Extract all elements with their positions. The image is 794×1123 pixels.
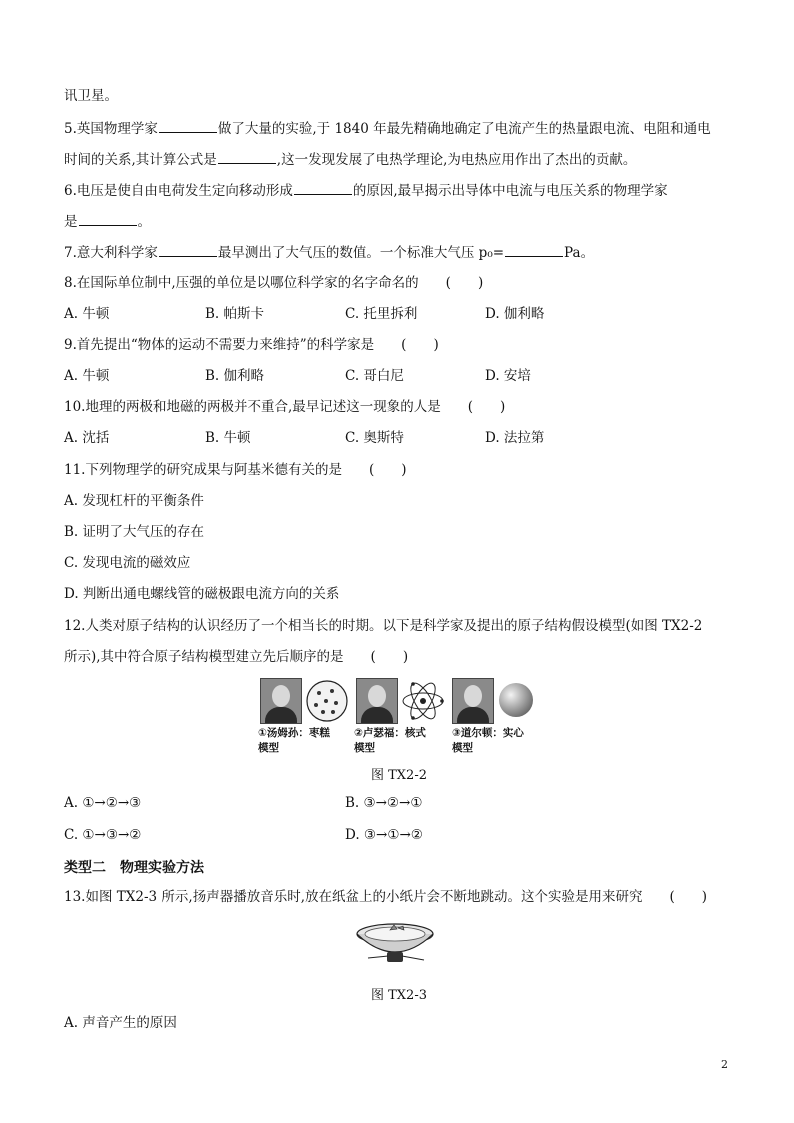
question-12-line-1: 12.人类对原子结构的认识经历了一个相当长的时期。以下是科学家及提出的原子结构假设模型(如图 TX2-2	[64, 618, 703, 634]
model-label-line: ③道尔顿：实心	[452, 727, 524, 739]
answer-blank[interactable]	[218, 150, 276, 164]
option-a[interactable]: A. 牛顿	[64, 306, 110, 322]
section-heading: 类型二 物理实验方法	[64, 860, 204, 876]
thomson-portrait	[260, 678, 302, 724]
question-7	[64, 243, 594, 262]
answer-blank[interactable]	[505, 243, 563, 257]
solid-sphere-model-icon	[496, 678, 536, 724]
question-6-line-2	[64, 212, 151, 231]
question-10: 10.地理的两极和地磁的两极并不重合,最早记述这一现象的人是 ( )	[64, 399, 506, 415]
option-a[interactable]: A. 沈括	[64, 430, 110, 446]
model-label-line: 模型	[258, 742, 279, 754]
text-fragment: 做了大量的实验,于 1840 年最先精确地确定了电流产生的热量跟电流、电阻和通电	[217, 121, 711, 137]
option-a[interactable]: A. ①→②→③	[64, 795, 142, 811]
option-b[interactable]: B. 证明了大气压的存在	[64, 524, 205, 540]
option-c[interactable]: C. 发现电流的磁效应	[64, 555, 191, 571]
figure-tx2-2	[258, 676, 538, 756]
text-line: 讯卫星。	[64, 88, 118, 104]
option-d[interactable]: D. 法拉第	[485, 430, 545, 446]
option-d[interactable]: D. 安培	[485, 368, 531, 384]
option-c[interactable]: C. ①→③→②	[64, 827, 142, 843]
plum-pudding-model-icon	[304, 678, 350, 724]
option-c[interactable]: C. 奥斯特	[345, 430, 404, 446]
answer-blank[interactable]	[79, 212, 137, 226]
text-fragment: 的原因,最早揭示出导体中电流与电压关系的物理学家	[352, 183, 668, 199]
model-label-line: ②卢瑟福：核式	[354, 727, 426, 739]
option-b[interactable]: B. 帕斯卡	[205, 306, 265, 322]
model-label	[354, 726, 426, 756]
text-fragment: 6.电压是使自由电荷发生定向移动形成	[64, 183, 293, 199]
question-13: 13.如图 TX2-3 所示,扬声器播放音乐时,放在纸盆上的小纸片会不断地跳动。这个实验是用来研究 ( )	[64, 889, 708, 905]
figure-caption: 图 TX2-2	[371, 768, 427, 783]
question-8: 8.在国际单位制中,压强的单位是以哪位科学家的名字命名的 ( )	[64, 275, 484, 291]
text-fragment: 是	[64, 214, 78, 230]
option-b[interactable]: B. ③→②→①	[345, 795, 423, 811]
option-d[interactable]: D. 判断出通电螺线管的磁极跟电流方向的关系	[64, 586, 340, 602]
text-fragment: 最早测出了大气压的数值。一个标准大气压 p₀=	[217, 245, 505, 261]
figure-caption: 图 TX2-3	[371, 988, 427, 1003]
question-12-line-2: 所示),其中符合原子结构模型建立先后顺序的是 ( )	[64, 649, 409, 665]
option-a[interactable]: A. 牛顿	[64, 368, 110, 384]
option-d[interactable]: D. ③→①→②	[345, 827, 423, 843]
model-label-line: 模型	[452, 742, 473, 754]
option-b[interactable]: B. 牛顿	[205, 430, 251, 446]
text-fragment: 7.意大利科学家	[64, 245, 158, 261]
option-a[interactable]: A. 声音产生的原因	[64, 1015, 177, 1031]
page-number: 2	[721, 1058, 728, 1071]
text-fragment: Pa。	[564, 245, 595, 261]
rutherford-portrait	[356, 678, 398, 724]
model-label	[258, 726, 330, 756]
option-d[interactable]: D. 伽利略	[485, 306, 545, 322]
model-label-line: 模型	[354, 742, 375, 754]
dalton-portrait	[452, 678, 494, 724]
nuclear-model-icon	[400, 678, 446, 724]
question-5-line-2	[64, 150, 636, 169]
option-c[interactable]: C. 托里拆利	[345, 306, 418, 322]
question-6-line-1	[64, 181, 668, 200]
text-fragment: 5.英国物理学家	[64, 121, 158, 137]
option-a[interactable]: A. 发现杠杆的平衡条件	[64, 493, 204, 509]
model-label	[452, 726, 524, 756]
answer-blank[interactable]	[294, 181, 352, 195]
text-fragment: 。	[137, 214, 151, 230]
question-5-line-1	[64, 119, 711, 138]
answer-blank[interactable]	[159, 119, 217, 133]
question-9: 9.首先提出“物体的运动不需要力来维持”的科学家是 ( )	[64, 337, 439, 353]
option-c[interactable]: C. 哥白尼	[345, 368, 404, 384]
option-b[interactable]: B. 伽利略	[205, 368, 265, 384]
model-label-line: ①汤姆孙：枣糕	[258, 727, 330, 739]
text-fragment: 时间的关系,其计算公式是	[64, 152, 217, 168]
answer-blank[interactable]	[159, 243, 217, 257]
loudspeaker-figure	[354, 918, 436, 970]
question-11: 11.下列物理学的研究成果与阿基米德有关的是 ( )	[64, 462, 407, 478]
text-fragment: ,这一发现发展了电热学理论,为电热应用作出了杰出的贡献。	[276, 152, 637, 168]
